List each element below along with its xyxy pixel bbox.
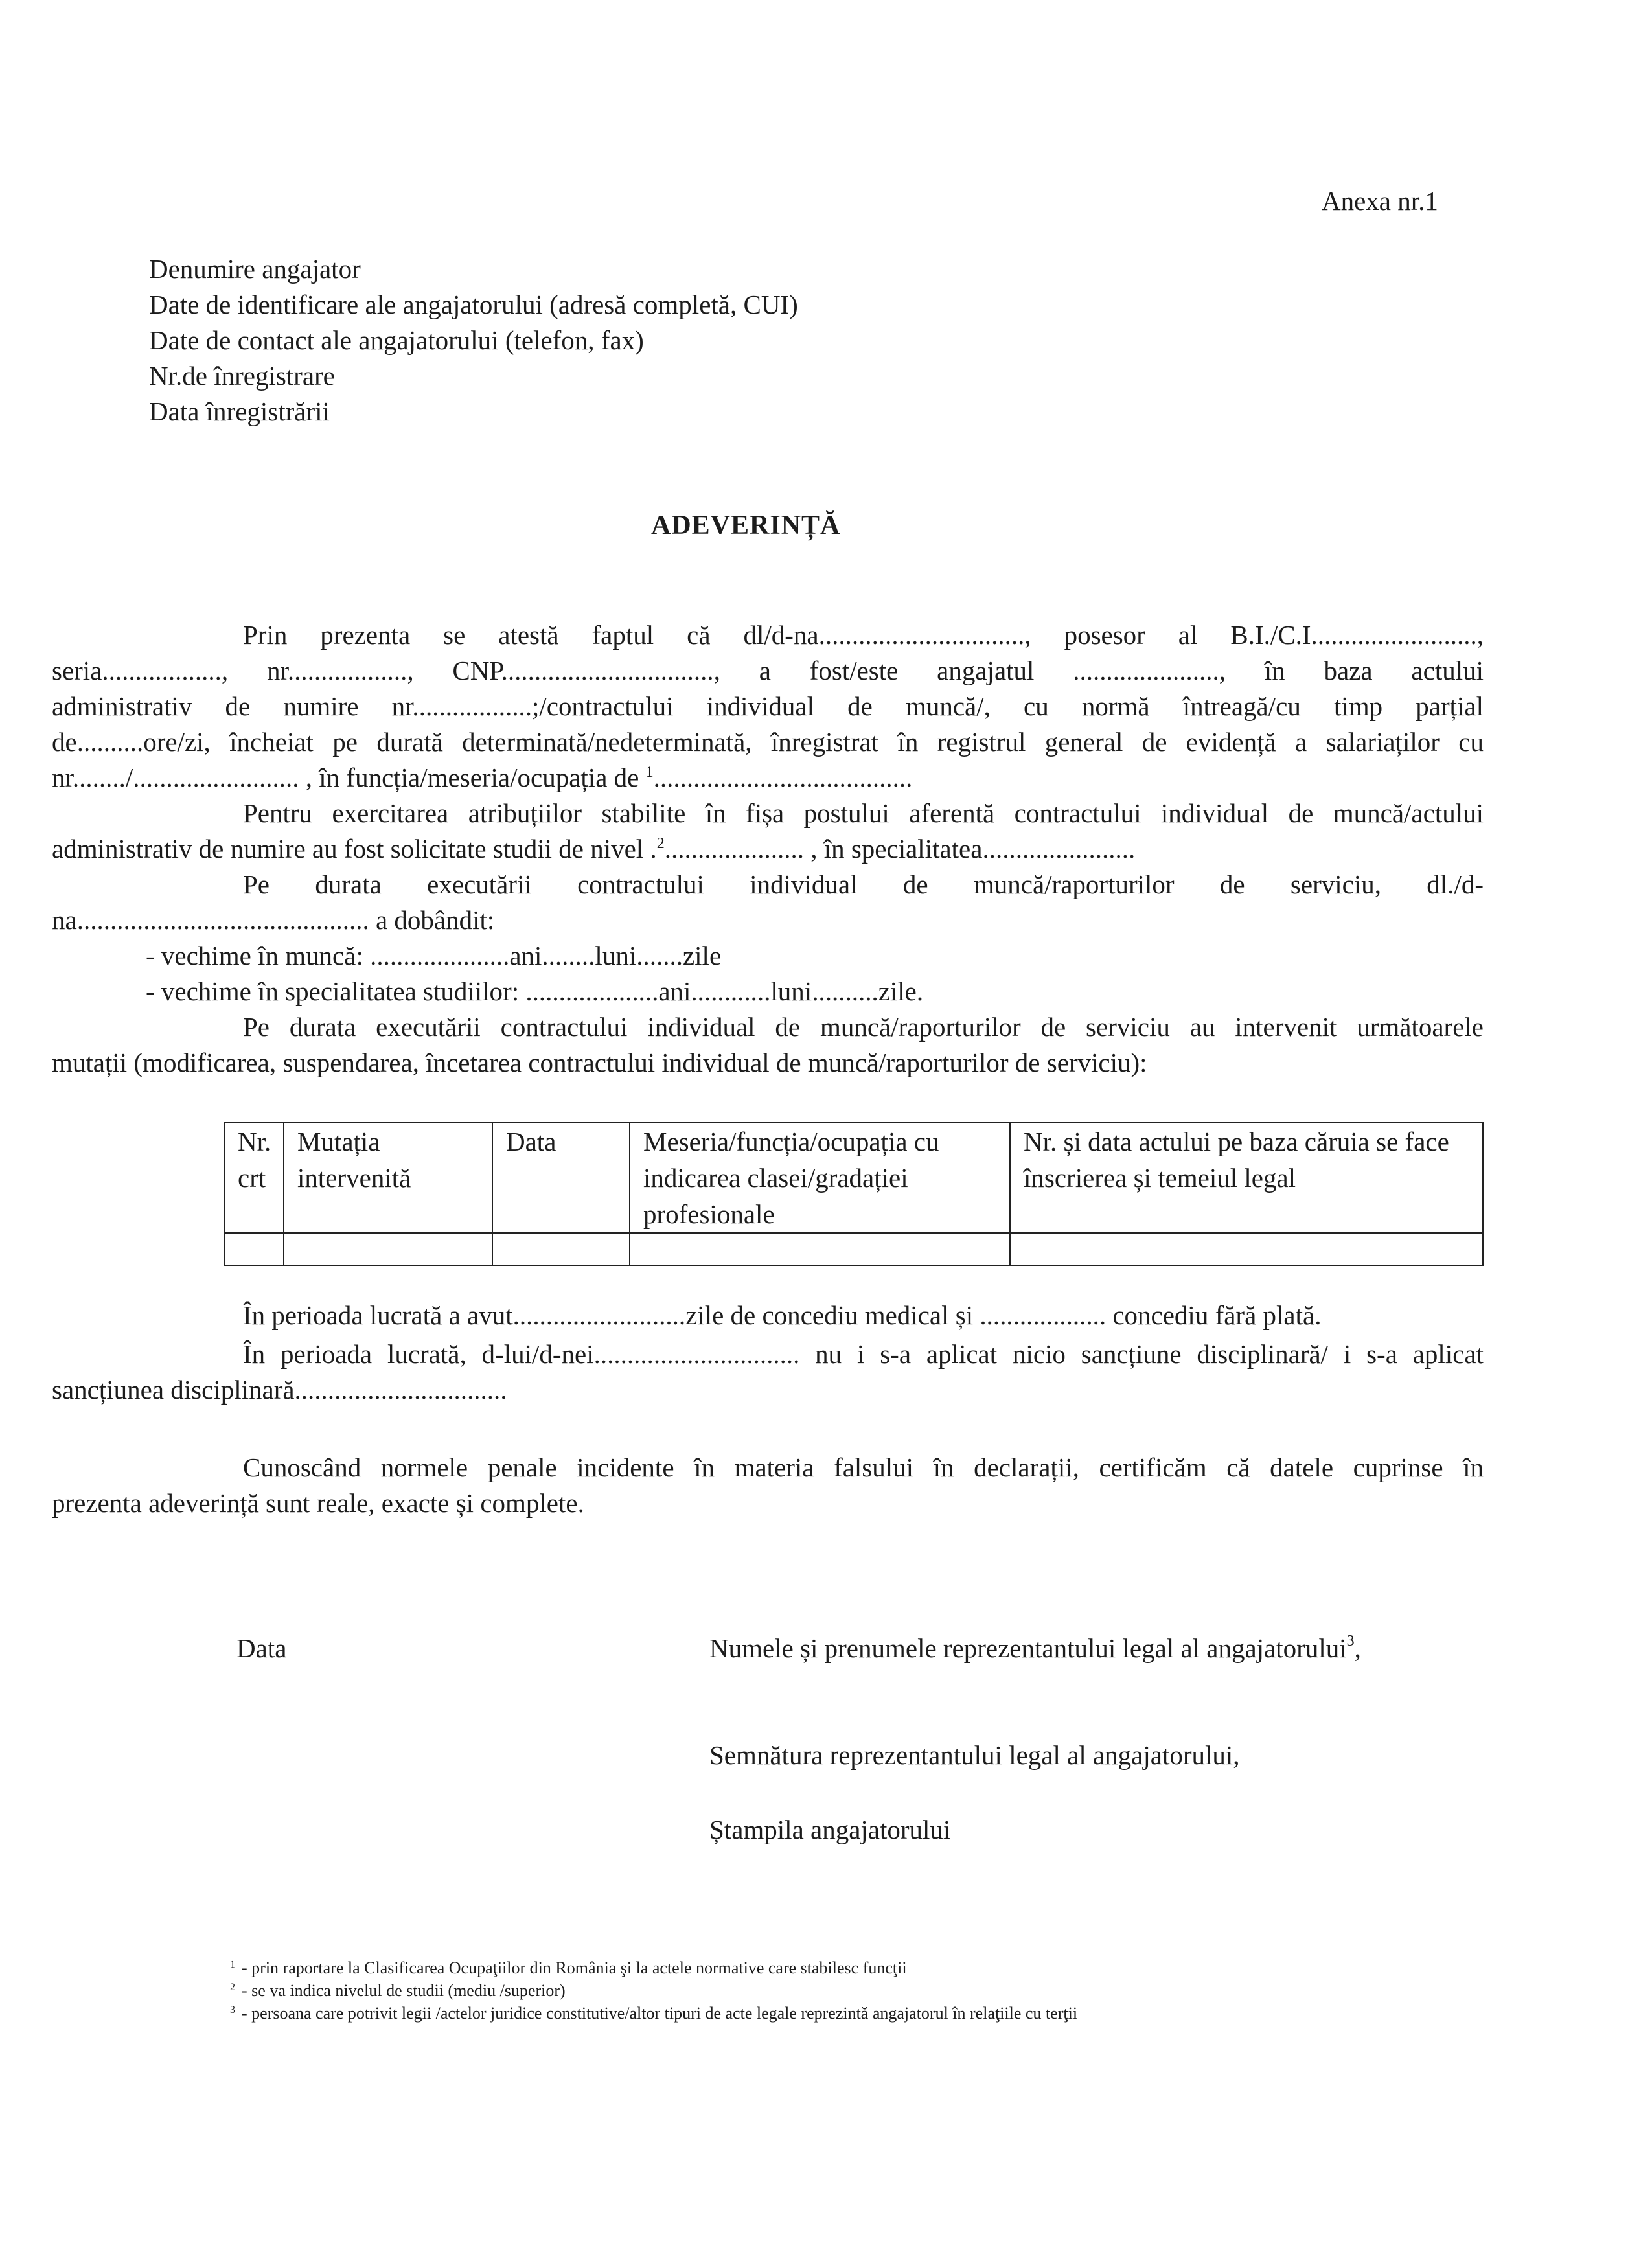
body-line: În perioada lucrată, d-lui/d-nei............................... nu i s-a aplicat nicio sancțiune disciplinară/ i s-a aplicat (243, 1339, 1484, 1369)
body-line: - vechime în specialitatea studiilor: ....................ani............luni..........zile. (146, 976, 924, 1006)
table-cell[interactable] (284, 1233, 492, 1265)
signature-label: Semnătura reprezentantului legal al angajatorului, (709, 1740, 1240, 1770)
annex-label: Anexa nr.1 (1322, 186, 1438, 216)
table-header-cell: Mutația intervenită (284, 1123, 492, 1233)
table-header-cell: Nr. și data actului pe baza căruia se face înscrierea și temeiul legal (1010, 1123, 1483, 1233)
body-line: - vechime în muncă: .....................ani........luni.......zile (146, 941, 722, 971)
table-header-cell: Nr. crt (224, 1123, 284, 1233)
table-row (224, 1233, 1483, 1265)
body-line: na............................................ a dobândit: (52, 905, 495, 935)
footnote: $^1$ - prin raportare la Clasificarea Ocupaţiilor din România şi la actele normative care stabilesc funcţii (230, 1959, 907, 1977)
document-title: ADEVERINȚĂ (651, 511, 841, 540)
registration-date-line: Data înregistrării (149, 396, 330, 426)
employer-id-line: Date de identificare ale angajatorului (adresă completă, CUI) (149, 290, 798, 319)
body-line: de..........ore/zi, încheiat pe durată determinată/nedeterminată, înregistrat în registrul general de evidență a salariaților cu (52, 727, 1484, 757)
body-line: Pentru exercitarea atribuțiilor stabilite în fișa postului aferentă contractului individual de muncă/actului (243, 798, 1484, 828)
footnote: $^3$ - persoana care potrivit legii /actelor juridice constitutive/altor tipuri de acte legale reprezintă angajatorul în relaţiile cu terţii (230, 2004, 1078, 2023)
table-header-cell: Data (492, 1123, 630, 1233)
table-cell[interactable] (1010, 1233, 1483, 1265)
footnote: $^2$ - se va indica nivelul de studii (mediu /superior) (230, 1981, 566, 2000)
body-line: seria.................., nr.................., CNP................................, a fost/este angajatul ......................, în baza actului (52, 656, 1484, 685)
table-header-row (224, 1123, 1483, 1233)
body-line: prezenta adeverință sunt reale, exacte și complete. (52, 1488, 584, 1518)
mutations-table (224, 1122, 1484, 1266)
body-line: mutații (modificarea, suspendarea, încetarea contractului individual de muncă/raporturilor de serviciu): (52, 1048, 1147, 1077)
registration-number-line: Nr.de înregistrare (149, 361, 335, 391)
body-line: În perioada lucrată a avut..........................zile de concediu medical și ................... concediu fără plată. (243, 1300, 1322, 1330)
body-line: sancțiunea disciplinară................................ (52, 1375, 507, 1405)
employer-contact-line: Date de contact ale angajatorului (telefon, fax) (149, 325, 644, 355)
stamp-label: Ștampila angajatorului (709, 1815, 951, 1844)
body-line: Pe durata executării contractului individual de muncă/raporturilor de serviciu, dl./d- (243, 869, 1484, 899)
employer-name-line: Denumire angajator (149, 254, 361, 284)
table-cell[interactable] (492, 1233, 630, 1265)
table-header-cell: Meseria/funcția/ocupația cu indicarea clasei/gradației profesionale (630, 1123, 1010, 1233)
body-line: administrativ de numire au fost solicitate studii de nivel .$^2$..................... , în specialitatea....................... (52, 834, 1136, 864)
table-cell[interactable] (224, 1233, 284, 1265)
body-line: Pe durata executării contractului individual de muncă/raporturilor de serviciu au intervenit următoarele (243, 1012, 1484, 1042)
table-cell[interactable] (630, 1233, 1010, 1265)
body-line: Cunoscând normele penale incidente în materia falsului în declarații, certificăm că datele cuprinse în (243, 1453, 1484, 1482)
representative-name-label: Numele și prenumele reprezentantului legal al angajatorului$^3$, (709, 1633, 1361, 1663)
date-label: Data (236, 1633, 287, 1663)
body-line: administrativ de numire nr..................;/contractului individual de muncă/, cu normă întreagă/cu timp parțial (52, 691, 1484, 721)
body-line: Prin prezenta se atestă faptul că dl/d-na..............................., posesor al B.I./C.I........................., (243, 620, 1484, 650)
body-line: nr......../......................... , în funcția/meseria/ocupația de $^1$....................................... (52, 763, 913, 792)
